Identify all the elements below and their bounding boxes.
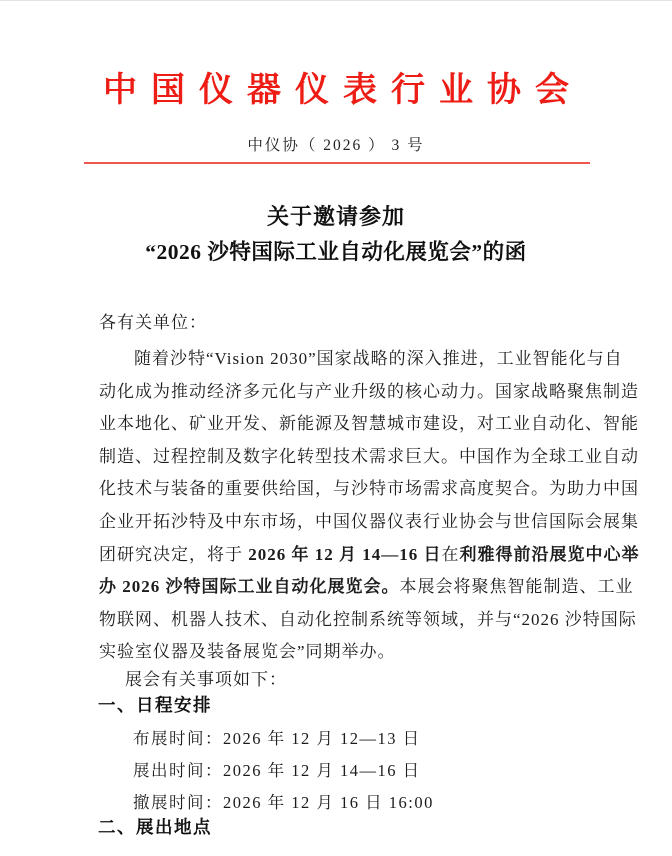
letter-title-line2: “2026 沙特国际工业自动化展览会”的函: [145, 240, 527, 264]
doc-number: 中仪协（ 2026 ） 3 号: [247, 137, 425, 154]
paragraph-line: [99, 473, 639, 506]
paragraph-line: [99, 506, 639, 539]
paragraph-bold-text: 2026 年 12 月 14—16 日: [248, 544, 442, 564]
paragraph-line: [99, 408, 639, 441]
org-name: [0, 67, 672, 115]
schedule-item: 布展时间：2026 年 12 月 12—13 日: [133, 729, 421, 748]
schedule-item: 撤展时间：2026 年 12 月 16 日 16:00: [133, 793, 434, 812]
org-name-text: 中国仪器仪表行业协会: [103, 72, 583, 109]
paragraph-text: 制造、过程控制及数字化转型技术需求巨大。中国作为全球工业自动: [99, 446, 639, 466]
paragraph-text: 团研究决定，将于: [99, 544, 249, 564]
letter-title-line1: 关于邀请参加: [266, 204, 405, 229]
paragraph-line: [99, 604, 637, 637]
header-rule: [84, 162, 590, 164]
paragraph-text: 在: [441, 544, 460, 564]
paragraph-line: [99, 571, 634, 604]
section-heading-venue: 二、展出地点: [98, 817, 212, 837]
schedule-item: 展出时间：2026 年 12 月 14—16 日: [133, 761, 421, 780]
paragraph-text: 动化成为推动经济多元化与产业升级的核心动力。国家战略聚焦制造: [99, 381, 639, 401]
paragraph-line: [99, 376, 639, 409]
paragraph-line: [99, 441, 639, 474]
schedule-items: [99, 723, 581, 819]
paragraph-text: 随着沙特“Vision 2030”国家战略的深入推进，工业智能化与自: [134, 349, 623, 368]
paragraph-text: 物联网、机器人技术、自动化控制系统等领域，并与“2026 沙特国际: [99, 609, 637, 629]
paragraph-bold-text: 利雅得前沿展览中心举: [459, 544, 640, 564]
paragraph-line: [99, 539, 640, 572]
paragraph-text: 本展会将聚焦智能制造、工业: [399, 577, 634, 597]
paragraph-line: [99, 343, 623, 376]
paragraph-text: 企业开拓沙特及中东市场，中国仪器仪表行业协会与世信国际会展集: [99, 511, 639, 531]
paragraph-bold-text: 办 2026 沙特国际工业自动化展览会。: [99, 577, 400, 597]
note-line: 展会有关事项如下：: [125, 670, 287, 689]
paragraph-text: 业本地化、矿业开发、新能源及智慧城市建设，对工业自动化、智能: [99, 414, 639, 434]
main-paragraph: [99, 343, 640, 669]
salutation: 各有关单位：: [99, 313, 207, 332]
section-heading-schedule: 一、日程安排: [98, 695, 212, 715]
paragraph-text: 实验室仪器及装备展览会”同期举办。: [99, 642, 396, 662]
paragraph-text: 化技术与装备的重要供给国，与沙特市场需求高度契合。为助力中国: [99, 479, 639, 499]
